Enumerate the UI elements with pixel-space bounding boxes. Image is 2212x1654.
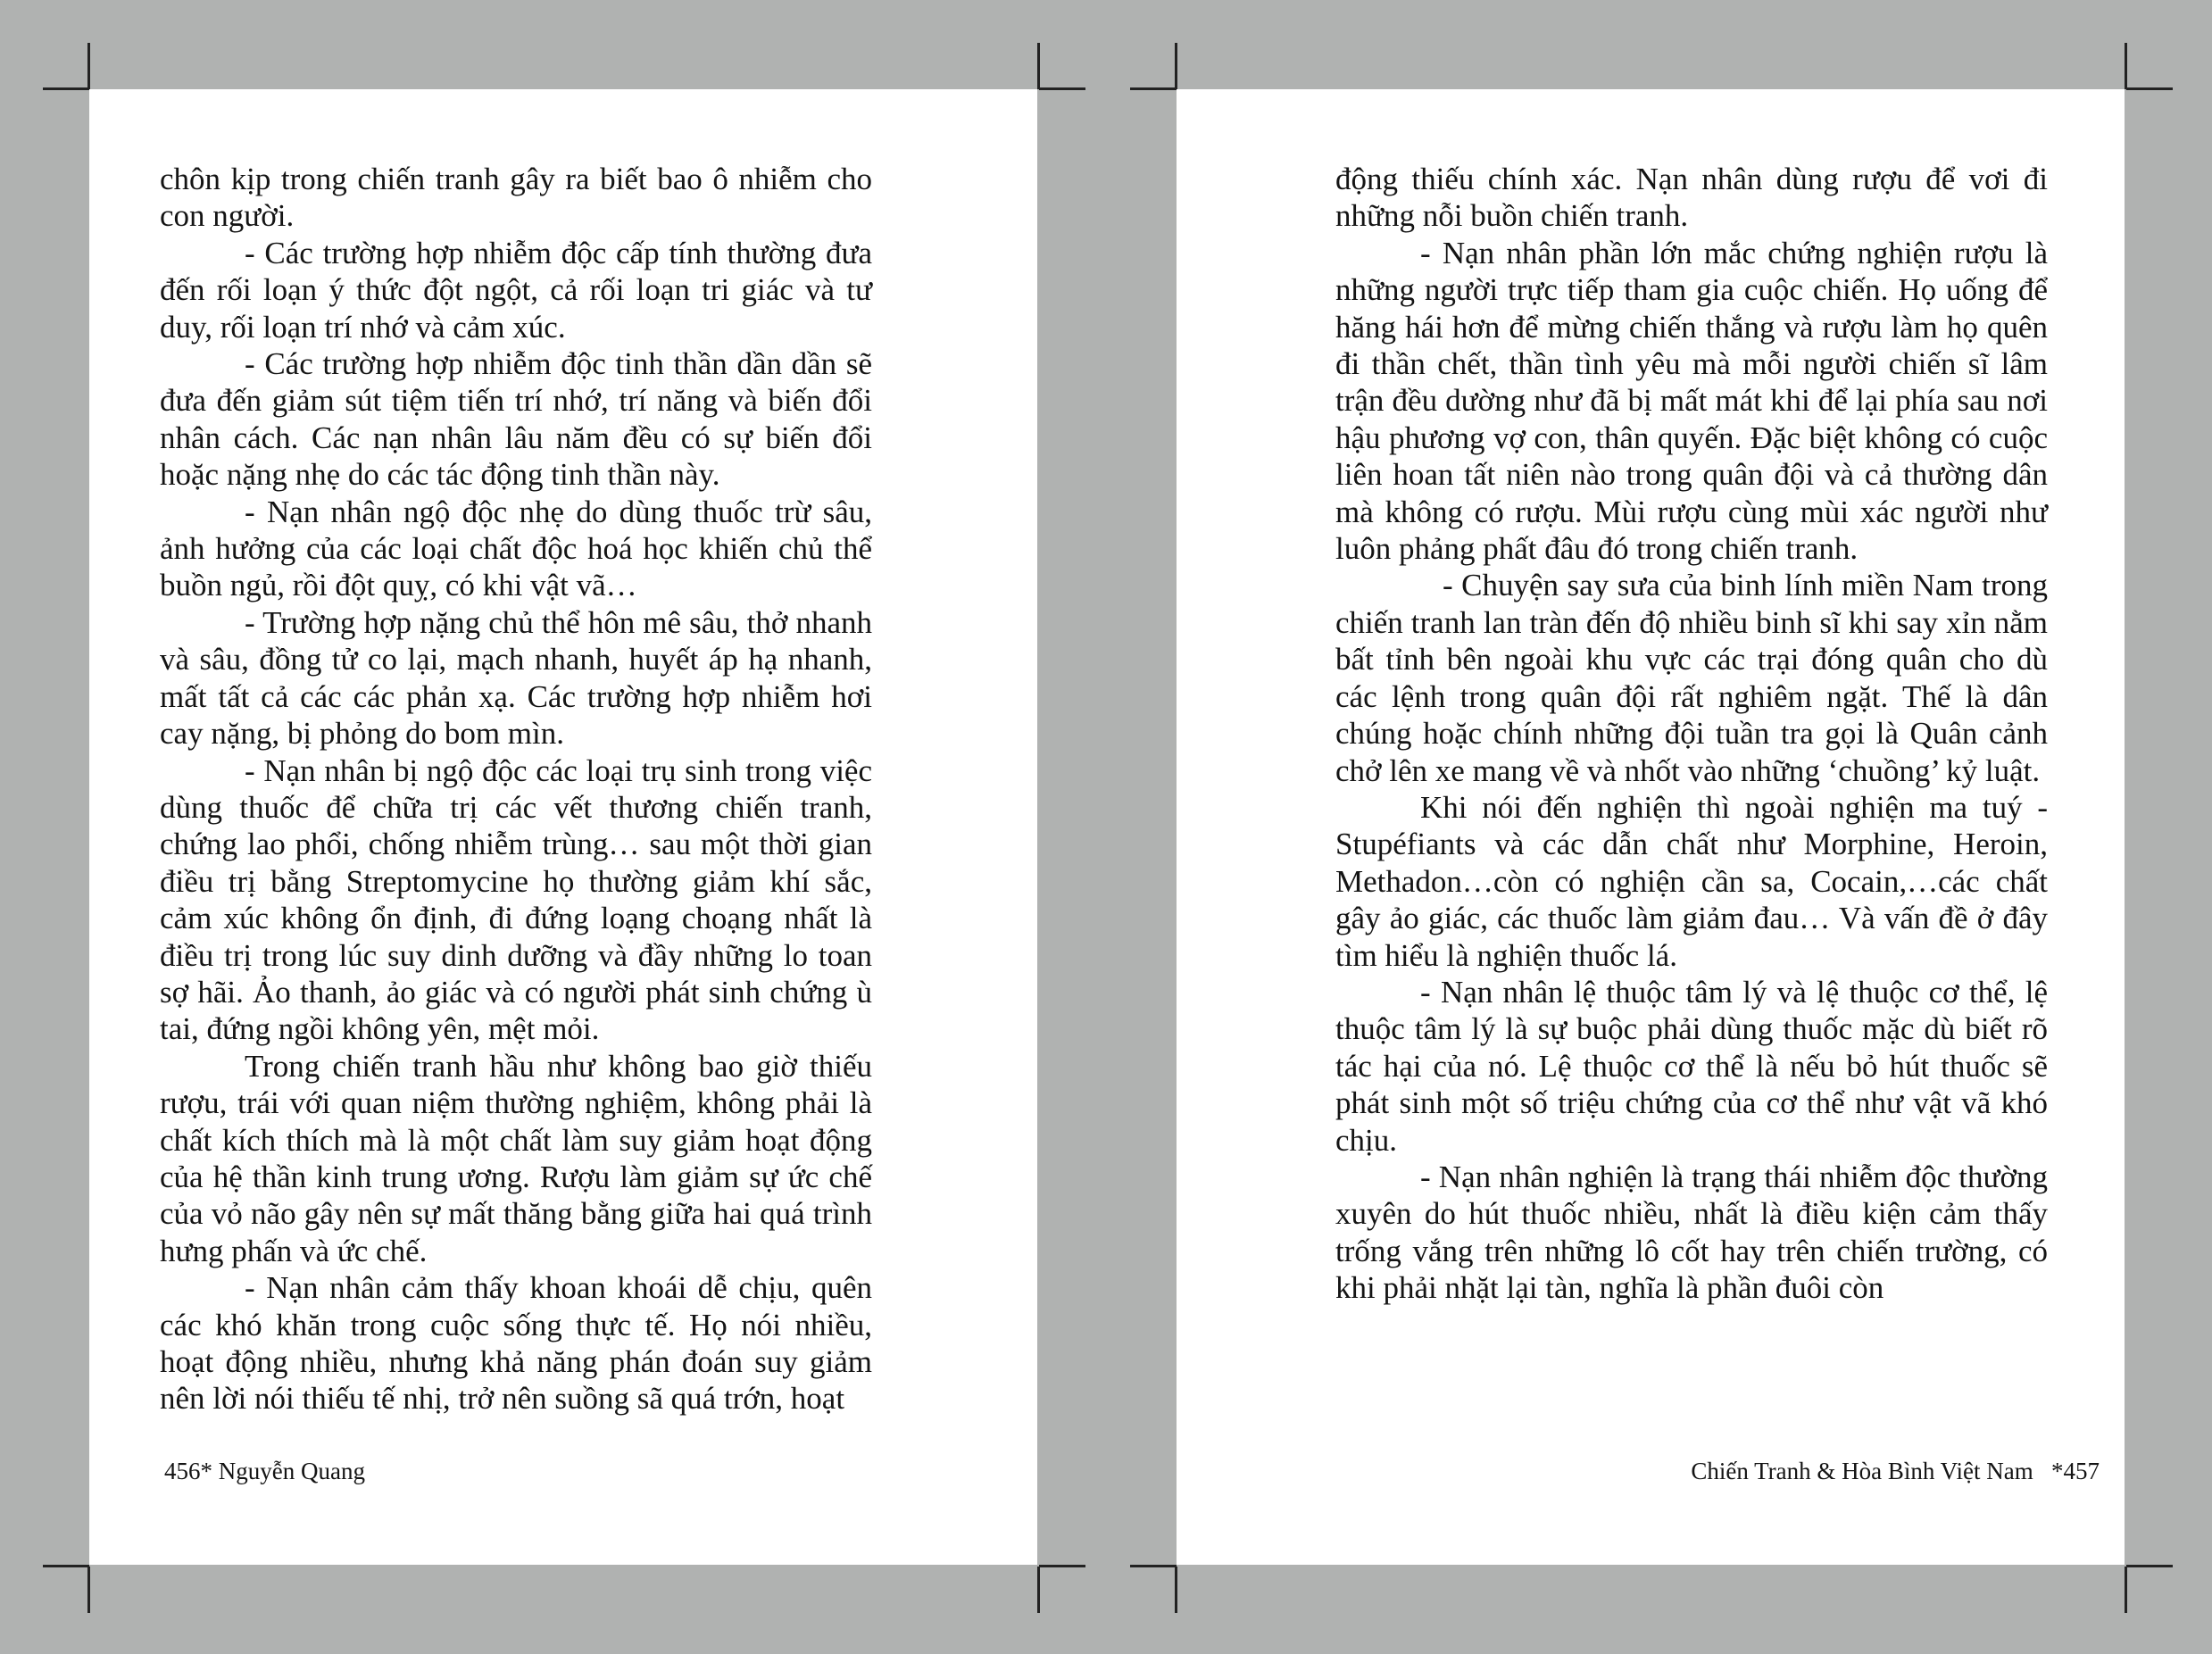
crop-mark [1130, 1565, 1177, 1567]
crop-mark [43, 1565, 89, 1567]
paragraph: - Nạn nhân lệ thuộc tâm lý và lệ thuộc cơ thể, lệ thuộc tâm lý là sự buộc phải dùng thuốc mặc dù biết rõ tác hại của nó. Lệ thuộc cơ thể là nếu bỏ hút thuốc sẽ phát sinh một số triệu chứng của cơ thể như vật vã khó chịu. [1335, 974, 2048, 1158]
crop-mark [1039, 1565, 1085, 1567]
crop-mark [2125, 43, 2127, 89]
crop-mark [1130, 87, 1177, 90]
paragraph: - Trường hợp nặng chủ thể hôn mê sâu, thở nhanh và sâu, đồng tử co lại, mạch nhanh, huyết áp hạ nhanh, mất tất cả các các phản xạ. Các trường hợp nhiễm hơi cay nặng, bị phỏng do bom mìn. [160, 604, 872, 752]
crop-mark [87, 1567, 90, 1613]
crop-mark [1175, 1567, 1177, 1613]
paragraph: - Nạn nhân ngộ độc nhẹ do dùng thuốc trừ sâu, ảnh hưởng của các loại chất độc hoá học khiến chủ thể buồn ngủ, rồi đột quỵ, có khi vật vã… [160, 494, 872, 603]
paragraph: - Chuyện say sưa của binh lính miền Nam trong chiến tranh lan tràn đến độ nhiều binh sĩ khi say xỉn nằm bất tỉnh bên ngoài khu vực các trại đóng quân cho dù các lệnh trong quân đội rất nghiêm ngặt. Thế là dân chúng hoặc chính những đội tuần tra gọi là Quân cảnh chở lên xe mang về và nhốt vào những ‘chuồng’ kỷ luật. [1335, 568, 2048, 788]
crop-mark [1037, 1567, 1040, 1613]
left-page [89, 89, 1037, 1565]
right-page-text [1335, 161, 2048, 1307]
crop-mark [1039, 87, 1085, 90]
paragraph: - Nạn nhân cảm thấy khoan khoái dễ chịu, quên các khó khăn trong cuộc sống thực tế. Họ nói nhiều, hoạt động nhiều, nhưng khả năng phán đoán suy giảm nên lời nói thiếu tế nhị, trở nên suồng sã quá trớn, hoạt [160, 1270, 872, 1417]
crop-mark [1037, 43, 1040, 89]
page-footer-right: Chiến Tranh & Hòa Bình Việt Nam *457 [1691, 1458, 2100, 1484]
paragraph: - Nạn nhân bị ngộ độc các loại trụ sinh trong việc dùng thuốc để chữa trị các vết thương chiến tranh, chứng lao phổi, chống nhiễm trùng… sau một thời gian điều trị bằng Streptomycine họ thường giảm khí sắc, cảm xúc không ổn định, đi đứng loạng choạng nhất là điều trị trong lúc suy dinh dưỡng và đầy những lo toan sợ hãi. Ảo thanh, ảo giác và có người phát sinh chứng ù tai, đứng ngồi không yên, mệt mỏi. [160, 752, 872, 1047]
crop-mark [2126, 87, 2173, 90]
crop-mark [1175, 43, 1177, 89]
paragraph: Khi nói đến nghiện thì ngoài nghiện ma tuý - Stupéfiants và các dẫn chất như Morphine, Heroin, Methadon…còn có nghiện cần sa, Cocain,…các chất gây ảo giác, các thuốc làm giảm đau… Và vấn đề ở đây tìm hiểu là nghiện thuốc lá. [1335, 789, 2048, 973]
paragraph: - Các trường hợp nhiễm độc tinh thần dần dần sẽ đưa đến giảm sút tiệm tiến trí nhớ, trí năng và biến đổi nhân cách. Các nạn nhân lâu năm đều có sự biến đổi hoặc nặng nhẹ do các tác động tinh thần này. [160, 346, 872, 493]
page-footer-left: 456* Nguyễn Quang [164, 1458, 365, 1484]
paragraph: Trong chiến tranh hầu như không bao giờ thiếu rượu, trái với quan niệm thường nghiệm, không phải là chất kích thích mà là một chất làm suy giảm hoạt động của hệ thần kinh trung ương. Rượu làm giảm sự ức chế của vỏ não gây nên sự mất thăng bằng giữa hai quá trình hưng phấn và ức chế. [160, 1048, 872, 1268]
paragraph: động thiếu chính xác. Nạn nhân dùng rượu để vơi đi những nỗi buồn chiến tranh. [1335, 162, 2048, 234]
paragraph: chôn kịp trong chiến tranh gây ra biết bao ô nhiễm cho con người. [160, 162, 872, 234]
crop-mark [2125, 1567, 2127, 1613]
left-page-text [160, 161, 872, 1417]
crop-mark [87, 43, 90, 89]
crop-mark [2126, 1565, 2173, 1567]
paragraph: - Nạn nhân phần lớn mắc chứng nghiện rượu là những người trực tiếp tham gia cuộc chiến. Họ uống để hăng hái hơn để mừng chiến thắng và rượu làm họ quên đi thần chết, thần tình yêu mà mỗi người chiến sĩ lâm trận đều dường như đã bị mất mát khi để lại phía sau nơi hậu phương vợ con, thân quyến. Đặc biệt không có cuộc liên hoan tất niên nào trong quân đội và cả thường dân mà không có rượu. Mùi rượu cùng mùi xác người như luôn phảng phất đâu đó trong chiến tranh. [1335, 235, 2048, 567]
right-page [1177, 89, 2125, 1565]
paragraph: - Các trường hợp nhiễm độc cấp tính thường đưa đến rối loạn ý thức đột ngột, cả rối loạn tri giác và tư duy, rối loạn trí nhớ và cảm xúc. [160, 235, 872, 345]
crop-mark [43, 87, 89, 90]
paragraph: - Nạn nhân nghiện là trạng thái nhiễm độc thường xuyên do hút thuốc nhiều, nhất là điều kiện cảm thấy trống vắng trên những lô cốt hay trên chiến trường, có khi phải nhặt lại tàn, nghĩa là phần đuôi còn [1335, 1159, 2048, 1306]
